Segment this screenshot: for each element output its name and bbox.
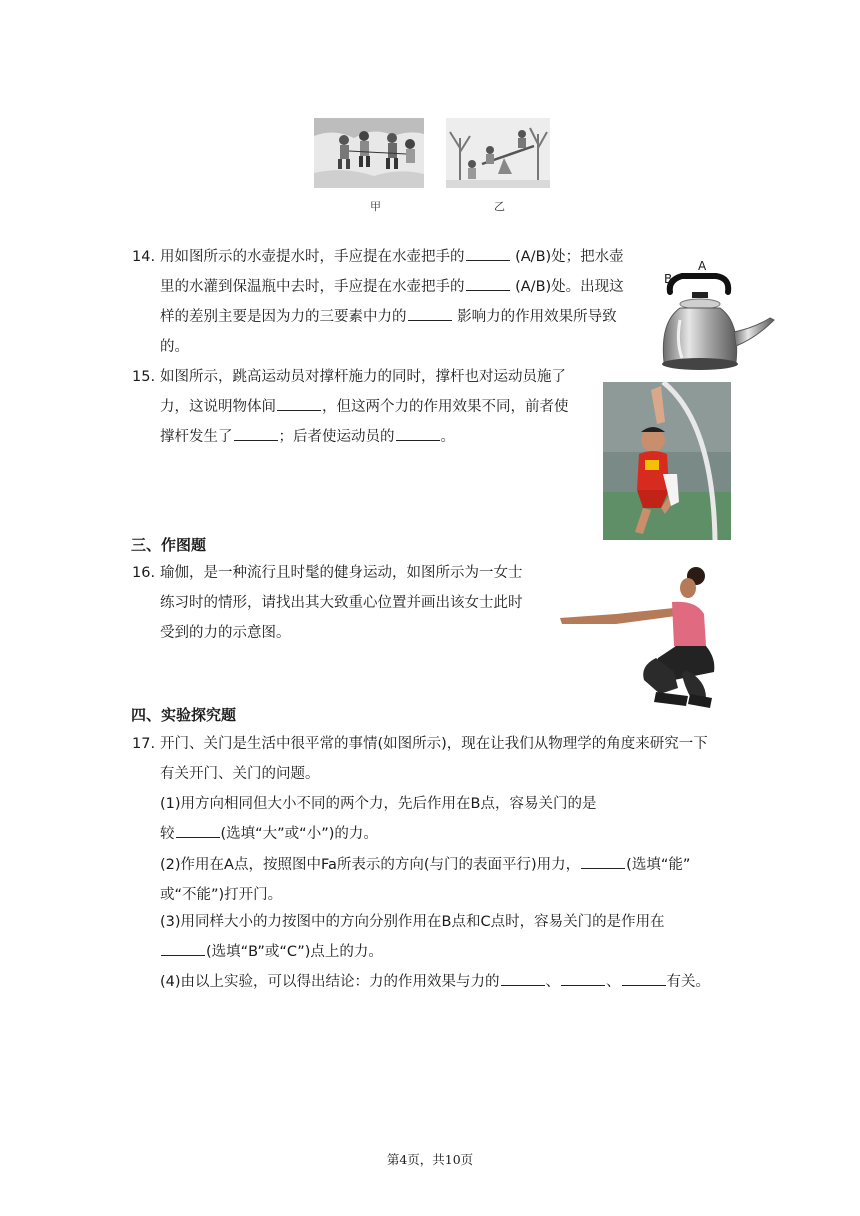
figure-yi-label: 乙 bbox=[494, 200, 505, 213]
q15-blank-1[interactable] bbox=[277, 397, 321, 411]
q17-blank-5[interactable] bbox=[561, 972, 605, 986]
q15-blank-2[interactable] bbox=[234, 427, 278, 441]
q16-number: 16. bbox=[132, 565, 156, 581]
figure-jia bbox=[314, 118, 424, 188]
q14-line3: 样的差别主要是因为力的三要素中力的 影响力的作用效果所导致 bbox=[160, 309, 617, 325]
q17-part4-line1: (4)由以上实验，可以得出结论：力的作用效果与力的 、 、 有关。 bbox=[160, 974, 711, 990]
q17-blank-4[interactable] bbox=[501, 972, 545, 986]
q15-blank-3[interactable] bbox=[396, 427, 440, 441]
seesaw-illustration bbox=[446, 118, 550, 188]
figure-yi bbox=[446, 118, 550, 188]
q17-line2: 有关开门、关门的问题。 bbox=[160, 766, 320, 782]
q14-blank-1[interactable] bbox=[466, 247, 510, 261]
section-3-heading: 三、作图题 bbox=[131, 536, 207, 554]
q16-line3: 受到的力的示意图。 bbox=[160, 625, 291, 641]
q15-line2: 力，这说明物体间 ，但这两个力的作用效果不同，前者使 bbox=[160, 399, 569, 415]
q14-line4: 的。 bbox=[160, 339, 189, 355]
q17-part2-line2: 或“不能”)打开门。 bbox=[160, 887, 283, 903]
q16-line1: 瑜伽，是一种流行且时髦的健身运动，如图所示为一女士 bbox=[160, 565, 523, 581]
q17-part1-line2: 较 (选填“大”或“小”)的力。 bbox=[160, 826, 378, 842]
q15-number: 15. bbox=[132, 369, 156, 385]
q17-blank-2[interactable] bbox=[581, 855, 625, 869]
kettle-figure bbox=[656, 262, 778, 374]
q17-blank-1[interactable] bbox=[176, 824, 220, 838]
q17-line1: 开门、关门是生活中很平常的事情(如图所示)，现在让我们从物理学的角度来研究一下 bbox=[160, 736, 708, 752]
yoga-figure bbox=[556, 562, 732, 710]
q14-line2: 里的水灌到保温瓶中去时，手应提在水壶把手的 (A/B)处。出现这 bbox=[160, 279, 624, 295]
pole-vault-athlete-image bbox=[603, 382, 731, 540]
q14-line1: 用如图所示的水壶提水时，手应提在水壶把手的 (A/B)处；把水壶 bbox=[160, 249, 624, 265]
q17-part2-line1: (2)作用在A点，按照图中Fa所表示的方向(与门的表面平行)用力， (选填“能” bbox=[160, 857, 691, 873]
q15-line3: 撑杆发生了 ；后者使运动员的 。 bbox=[160, 429, 455, 445]
q17-number: 17. bbox=[132, 736, 156, 752]
q14-blank-3[interactable] bbox=[408, 307, 452, 321]
q15-line1: 如图所示，跳高运动员对撑杆施力的同时，撑杆也对运动员施了 bbox=[160, 369, 566, 385]
q14-blank-2[interactable] bbox=[466, 277, 510, 291]
figure-jia-label: 甲 bbox=[370, 200, 381, 213]
kettle-icon bbox=[656, 262, 778, 374]
q16-line2: 练习时的情形，请找出其大致重心位置并画出该女士此时 bbox=[160, 595, 523, 611]
kettle-label-a: A bbox=[698, 259, 707, 273]
page-footer: 第4页，共10页 bbox=[386, 1152, 474, 1167]
q17-blank-3[interactable] bbox=[161, 942, 205, 956]
children-tug-of-war-illustration bbox=[314, 118, 424, 188]
q14-number: 14. bbox=[132, 249, 156, 265]
q17-blank-6[interactable] bbox=[622, 972, 666, 986]
yoga-woman-image bbox=[556, 562, 732, 710]
q17-part3-line2: (选填“B”或“C”)点上的力。 bbox=[160, 942, 383, 962]
q17-part1-line1: (1)用方向相同但大小不同的两个力，先后作用在B点，容易关门的是 bbox=[160, 796, 597, 812]
pole-vault-photo bbox=[603, 382, 731, 540]
kettle-label-b: B bbox=[664, 272, 673, 286]
q17-part3-line1: (3)用同样大小的力按图中的方向分别作用在B点和C点时，容易关门的是作用在 bbox=[160, 914, 665, 930]
section-4-heading: 四、实验探究题 bbox=[131, 706, 237, 724]
